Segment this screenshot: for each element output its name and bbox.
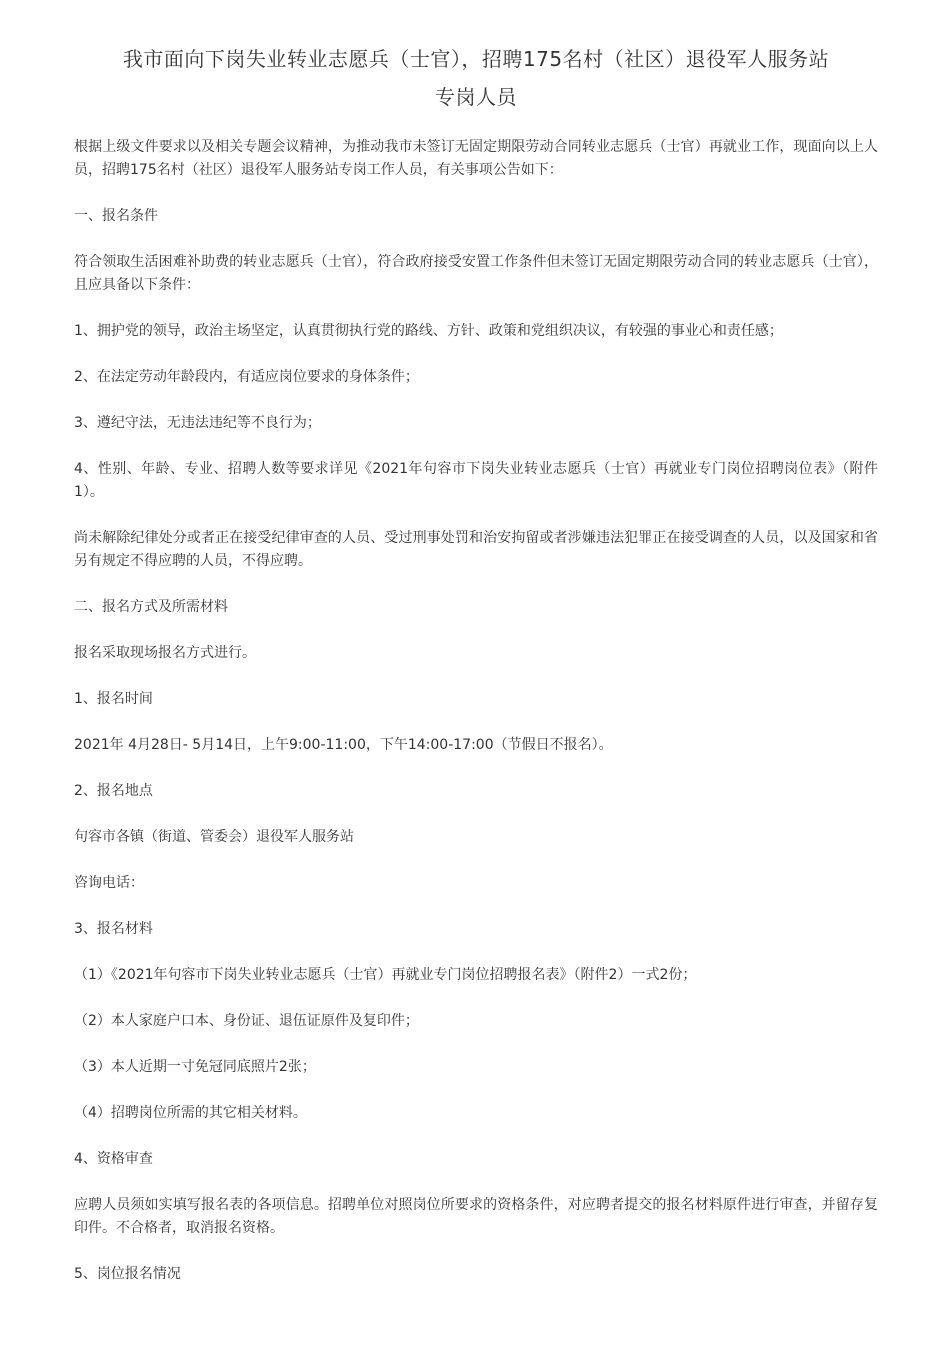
subheading-qualification-review: 4、资格审查 [74,1151,153,1167]
material-item-2: （2）本人家庭户口本、身份证、退伍证原件及复印件； [74,1013,419,1029]
qualification-review-paragraph: 应聘人员须如实填写报名表的各项信息。招聘单位对照岗位所要求的资格条件，对应聘者提交的报名材料原件进行审查，并留存复印件。不合格者，取消报名资格。 [74,1197,878,1236]
subheading-registration-materials: 3、报名材料 [74,921,153,937]
section-heading-registration-method: 二、报名方式及所需材料 [74,599,228,615]
subheading-registration-location: 2、报名地点 [74,783,153,799]
exclusion-paragraph: 尚未解除纪律处分或者正在接受纪律审查的人员、受过刑事处罚和治安拘留或者涉嫌违法犯罪正在接受调查的人员，以及国家和省另有规定不得应聘的人员，不得应聘。 [74,530,878,569]
document-title [74,40,878,116]
registration-time-paragraph: 2021年 4月28日- 5月14日，上午9:00-11:00，下午14:00-17:00（节假日不报名）。 [74,737,613,753]
title-line-2: 专岗人员 [435,85,517,109]
intro-paragraph: 根据上级文件要求以及相关专题会议精神，为推动我市未签订无固定期限劳动合同转业志愿兵（士官）再就业工作，现面向以上人员，招聘175名村（社区）退役军人服务站专岗工作人员，有关事项公告如下： [74,139,878,178]
document-body [74,136,878,1286]
material-item-4: （4）招聘岗位所需的其它相关材料。 [74,1105,307,1121]
condition-item-3: 3、遵纪守法，无违法违纪等不良行为； [74,415,321,431]
registration-method-paragraph: 报名采取现场报名方式进行。 [74,645,256,661]
condition-item-4: 4、性别、年龄、专业、招聘人数等要求详见《2021年句容市下岗失业转业志愿兵（士官）再就业专门岗位招聘岗位表》（附件1）。 [74,461,878,500]
section-heading-registration-conditions: 一、报名条件 [74,208,158,224]
title-line-1: 我市面向下岗失业转业志愿兵（士官），招聘175名村（社区）退役军人服务站 [122,47,830,71]
subheading-registration-time: 1、报名时间 [74,691,153,707]
material-item-3: （3）本人近期一寸免冠同底照片2张； [74,1059,316,1075]
subheading-position-registration-status: 5、岗位报名情况 [74,1266,181,1282]
eligibility-paragraph: 符合领取生活困难补助费的转业志愿兵（士官），符合政府接受安置工作条件但未签订无固定期限劳动合同的转业志愿兵（士官），且应具备以下条件： [74,254,878,293]
condition-item-1: 1、拥护党的领导，政治主场坚定，认真贯彻执行党的路线、方针、政策和党组织决议，有较强的事业心和责任感； [74,323,783,339]
consultation-phone: 咨询电话： [74,875,144,891]
material-item-1: （1）《2021年句容市下岗失业转业志愿兵（士官）再就业专门岗位招聘报名表》（附件2）一式2份； [74,967,697,983]
registration-location-paragraph: 句容市各镇（街道、管委会）退役军人服务站 [74,829,354,845]
condition-item-2: 2、在法定劳动年龄段内，有适应岗位要求的身体条件； [74,369,419,385]
